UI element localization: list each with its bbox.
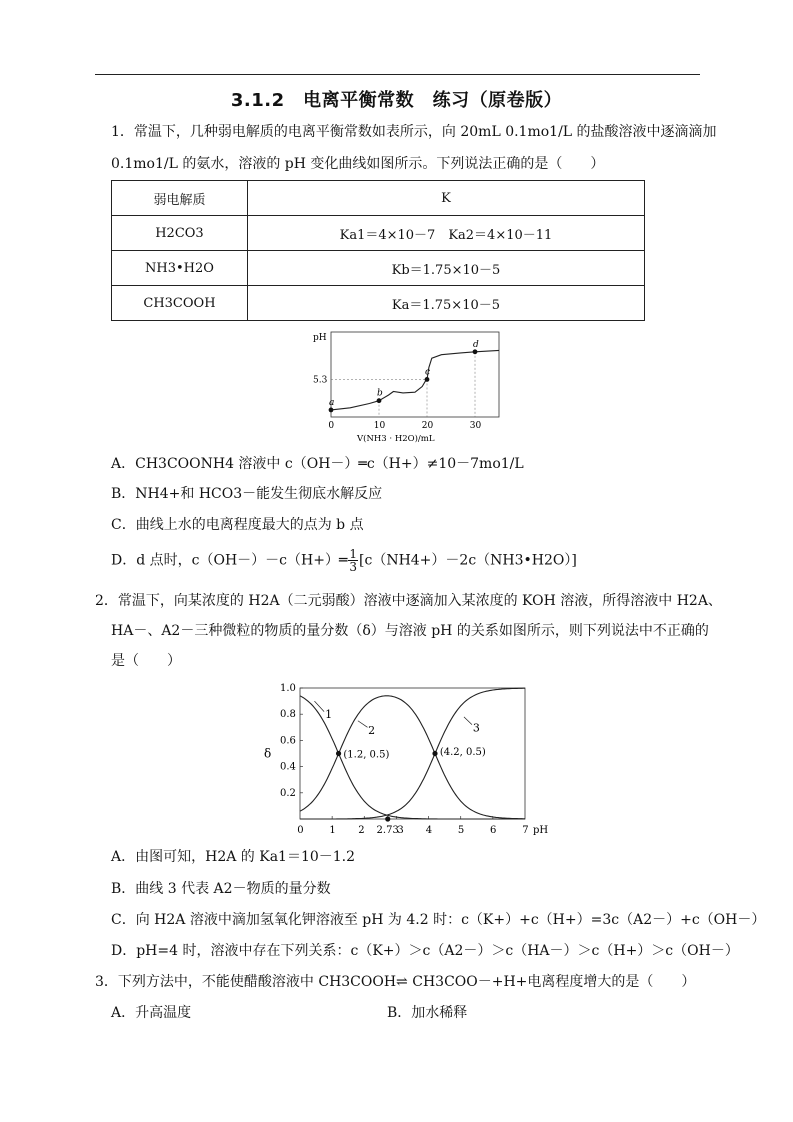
q1-option-d-suffix: [c（NH4+）－2c（NH3•H2O）]	[359, 552, 577, 569]
point-annotation: (1.2, 0.5)	[343, 749, 390, 761]
plot-frame	[300, 688, 525, 819]
x-tick-label: 5	[457, 825, 465, 836]
curve-label: 1	[325, 708, 333, 722]
data-point	[329, 408, 334, 413]
x-tick-label: 7	[522, 825, 529, 836]
table-cell: Ka＝1.75×10－5	[247, 286, 644, 321]
table-cell: H2CO3	[112, 216, 248, 251]
species-fraction-chart	[264, 676, 557, 841]
ha-curve	[300, 696, 525, 819]
x-axis-label: pH	[533, 825, 549, 836]
x-tick-label: 0	[328, 421, 335, 431]
x-tick-label: 2.73	[376, 825, 399, 836]
x-tick-label: 2	[358, 825, 365, 836]
q1-option-b: B．NH4+和 HCO3－能发生彻底水解反应	[111, 486, 383, 502]
point-label: c	[425, 367, 431, 378]
x-axis-label: V(NH3 · H2O)/mL	[357, 434, 435, 444]
x-tick-label: 20	[421, 421, 434, 431]
x-tick-label: 3	[397, 825, 404, 836]
h2a-curve	[300, 696, 525, 819]
table-header-row	[112, 181, 645, 216]
table-header-cell: 弱电解质	[112, 181, 248, 216]
page-title: 3.1.2 电离平衡常数 练习（原卷版）	[230, 90, 563, 111]
point-label: d	[473, 339, 479, 350]
fraction	[348, 548, 358, 573]
table-row	[112, 216, 645, 251]
point-annotation: (4.2, 0.5)	[439, 746, 486, 758]
y-tick-label: 1.0	[280, 683, 296, 694]
q1-option-d	[111, 548, 577, 573]
x-tick-label: 1	[329, 825, 336, 836]
fraction-denominator: 3	[349, 560, 358, 574]
titration-curve	[331, 350, 499, 410]
marked-point	[432, 751, 437, 756]
y-tick-label: 0.8	[280, 709, 296, 721]
table-cell: Kb＝1.75×10－5	[247, 251, 644, 286]
y-tick-label: 0.4	[280, 761, 296, 773]
y-axis-label: pH	[313, 333, 327, 343]
table-row	[112, 286, 645, 321]
table-cell: Ka1＝4×10－7 Ka2＝4×10－11	[247, 216, 644, 251]
data-point	[425, 377, 430, 382]
x-tick-label: 6	[490, 825, 497, 836]
q1-stem-line2: 0.1mo1/L 的氨水，溶液的 pH 变化曲线如图所示。下列说法正确的是（ ）	[111, 156, 605, 172]
header-rule	[95, 74, 700, 75]
marked-point	[336, 751, 341, 756]
q2-option-b: B．曲线 3 代表 A2－物质的量分数	[111, 881, 331, 897]
q2-option-d: D．pH=4 时，溶液中存在下列关系：c（K+）＞c（A2－）＞c（HA－）＞c（H+）＞c（OH－）	[111, 943, 739, 959]
curve-label: 3	[472, 721, 480, 735]
table-cell: CH3COOH	[112, 286, 248, 321]
y-axis-label: δ	[264, 746, 272, 761]
marked-point	[385, 816, 390, 821]
constants-table	[111, 180, 645, 321]
a2-curve	[300, 688, 525, 819]
q1-option-d-prefix: D．d 点时，c（OH－）－c（H+）═	[111, 552, 348, 569]
q1-option-c: C．曲线上水的电离程度最大的点为 b 点	[111, 517, 364, 533]
leader-line	[464, 717, 472, 725]
q2-stem-line3: 是（ ）	[111, 653, 181, 669]
fraction-numerator: 1	[349, 547, 358, 561]
table-header-cell: K	[247, 181, 644, 216]
q2-stem-line2: HA－、A2－三种微粒的物质的量分数（δ）与溶液 pH 的关系如图所示，则下列说法中不正确的	[111, 623, 709, 639]
x-tick-label: 10	[373, 421, 386, 431]
q3-option-a: A．升高温度	[111, 1005, 192, 1021]
x-tick-label: 30	[469, 421, 482, 431]
x-tick-label: 4	[425, 825, 433, 836]
point-label: a	[329, 397, 335, 408]
q2-option-a: A．由图可知，H2A 的 Ka1＝10－1.2	[111, 849, 356, 865]
table-row	[112, 251, 645, 286]
y-tick-label: 0.2	[280, 787, 296, 799]
curve-label: 2	[368, 723, 376, 737]
point-label: b	[377, 388, 383, 399]
data-point	[377, 398, 382, 403]
q3-stem: 3．下列方法中，不能使醋酸溶液中 CH3COOH⇌ CH3COO－+H+电离程度增大的是（ ）	[95, 974, 696, 990]
q1-option-a: A．CH3COONH4 溶液中 c（OH－）═c（H+）≠10－7mo1/L	[111, 456, 524, 472]
q2-option-c: C．向 H2A 溶液中滴加氢氧化钾溶液至 pH 为 4.2 时：c（K+）+c（H+）=3c（A2－）+c（OH－）	[111, 912, 766, 928]
q1-stem-line1: 1．常温下，几种弱电解质的电离平衡常数如表所示，向 20mL 0.1mo1/L 的盐酸溶液中逐滴滴加	[111, 124, 717, 140]
data-point	[473, 349, 478, 354]
q3-option-b: B．加水稀释	[387, 1005, 468, 1021]
table-cell: NH3•H2O	[112, 251, 248, 286]
q2-stem-line1: 2．常温下，向某浓度的 H2A（二元弱酸）溶液中逐滴加入某浓度的 KOH 溶液，所得溶液中 H2A、	[95, 593, 722, 609]
y-tick-label: 5.3	[313, 375, 328, 386]
ph-titration-chart	[305, 328, 505, 444]
y-tick-label: 0.6	[280, 735, 296, 747]
x-tick-label: 0	[297, 825, 304, 836]
leader-line	[358, 721, 368, 728]
